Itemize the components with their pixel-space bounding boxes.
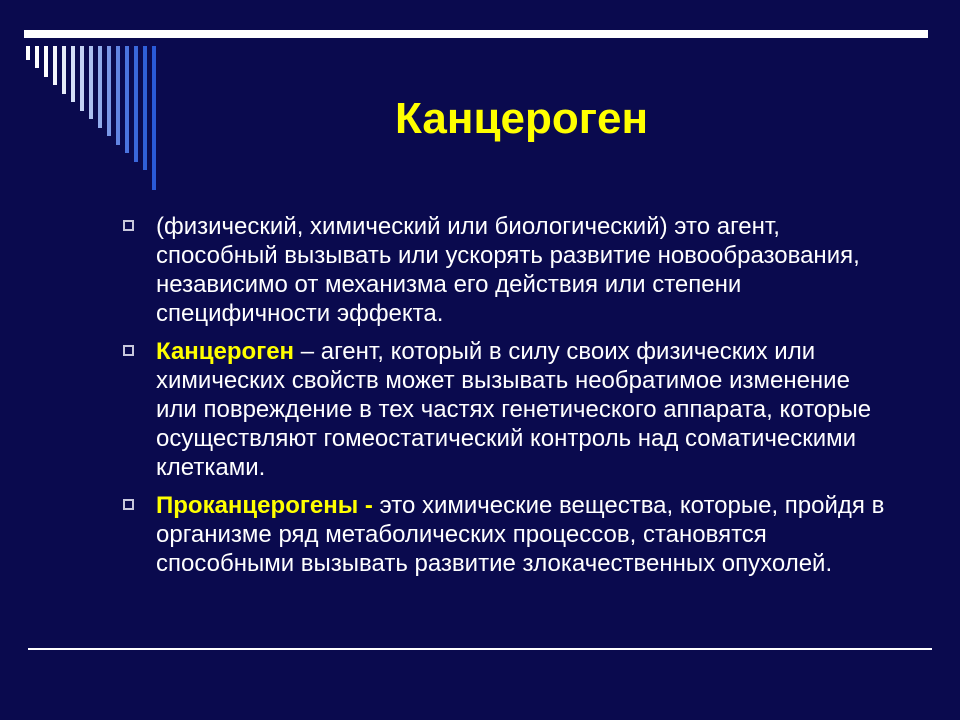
bullet-item [122, 491, 892, 578]
stripe [107, 46, 111, 136]
bullet-list [122, 212, 892, 587]
bullet-item [122, 212, 892, 328]
stripe [125, 46, 129, 153]
square-bullet-icon [123, 220, 134, 231]
decorative-stripes [0, 0, 160, 200]
slide-title: Канцероген [395, 94, 649, 143]
stripe [152, 46, 156, 190]
bullet-text: (физический, химический или биологический) это агент, способный вызывать или ускорять развитие новообразования, независимо от механизма его действия или степени специфичности эффекта. [156, 213, 860, 327]
stripe [62, 46, 66, 94]
stripe [116, 46, 120, 145]
stripe [53, 46, 57, 85]
stripe [71, 46, 75, 102]
stripe [44, 46, 48, 77]
stripe [35, 46, 39, 68]
square-bullet-icon [123, 499, 134, 510]
stripe [134, 46, 138, 162]
square-bullet-icon [123, 345, 134, 356]
bullet-term: Канцероген [156, 338, 295, 365]
stripe [26, 46, 30, 60]
bullet-item [122, 337, 892, 482]
stripe [80, 46, 84, 111]
bullet-term: Проканцерогены [156, 492, 359, 519]
bullet-text: это химические вещества, которые, пройдя в организме ряд метаболических процессов, становятся способными вызывать развитие злокачественных опухолей. [156, 492, 885, 577]
bullet-separator: - [358, 492, 380, 519]
stripe [98, 46, 102, 128]
stripe [143, 46, 147, 170]
bullet-text: агент, который в силу своих физических или химических свойств может вызывать необратимое изменение или повреждение в тех частях генетического аппарата, которые осуществляют гомеостатический контроль над соматическими клетками. [156, 338, 872, 481]
bullet-separator: – [294, 338, 321, 365]
bottom-rule [28, 648, 932, 650]
stripe [89, 46, 93, 119]
